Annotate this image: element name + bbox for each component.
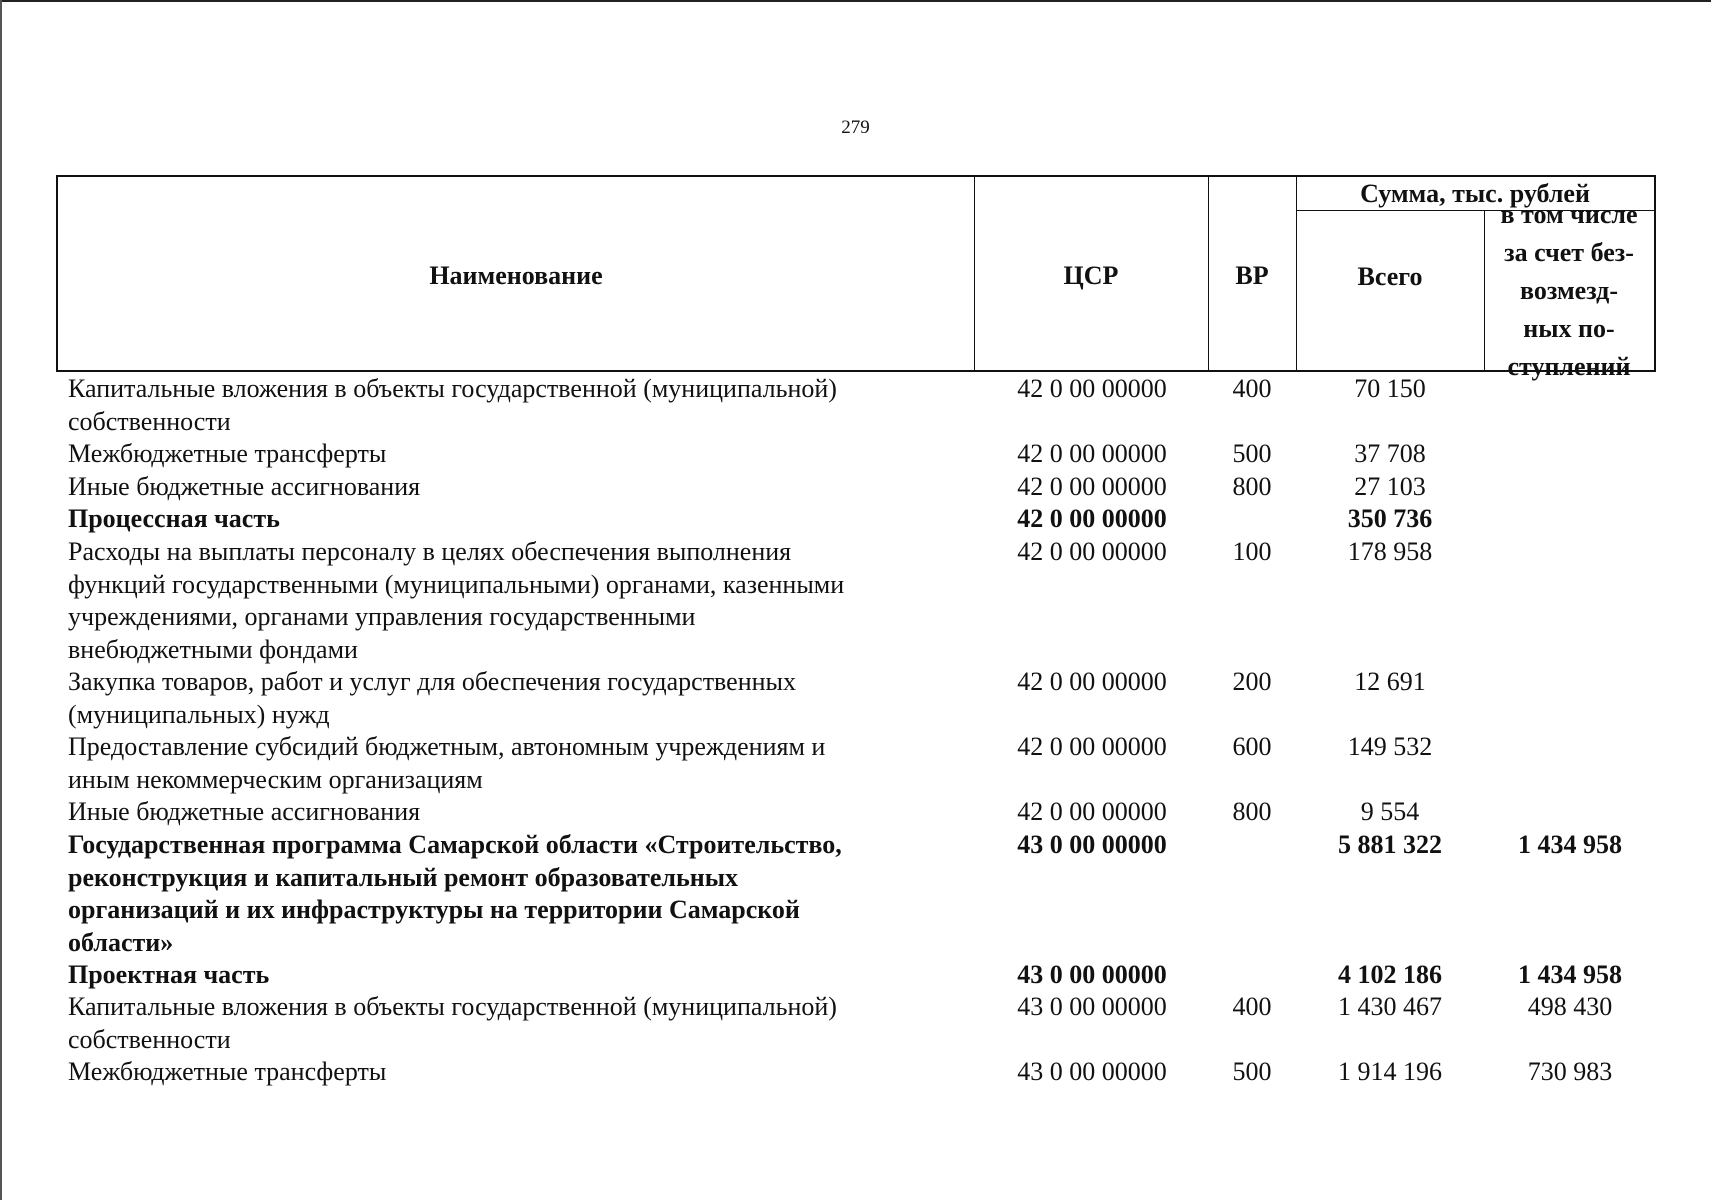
- header-name: Наименование: [429, 260, 603, 290]
- row-csr: 42 0 00 00000: [1017, 374, 1167, 403]
- row-free: 1 434 958: [1518, 830, 1622, 859]
- row-total: 5 881 322: [1338, 830, 1442, 859]
- row-csr: 43 0 00 00000: [1017, 992, 1167, 1021]
- row-csr: 43 0 00 00000: [1017, 830, 1167, 859]
- row-csr: 42 0 00 00000: [1017, 537, 1167, 566]
- row-csr: 42 0 00 00000: [1017, 504, 1167, 533]
- row-name: Капитальные вложения в объекты государственной (муниципальной) собственности: [68, 374, 837, 436]
- row-csr: 43 0 00 00000: [1017, 960, 1167, 989]
- row-vr: 800: [1232, 472, 1272, 501]
- row-csr: 42 0 00 00000: [1017, 439, 1167, 468]
- row-name: Капитальные вложения в объекты государственной (муниципальной) собственности: [68, 992, 837, 1054]
- row-csr: 42 0 00 00000: [1017, 797, 1167, 826]
- row-csr: 42 0 00 00000: [1017, 732, 1167, 761]
- row-free: 730 983: [1527, 1057, 1613, 1086]
- header-total: Всего: [1357, 262, 1423, 291]
- row-csr: 42 0 00 00000: [1017, 667, 1167, 696]
- row-vr: 100: [1232, 537, 1272, 566]
- table-header: [56, 175, 1656, 381]
- row-csr: 43 0 00 00000: [1017, 1057, 1167, 1086]
- header-free-receipts: в том числе за счет без- возмезд- ных по- ступлений: [1500, 200, 1638, 381]
- row-vr: 500: [1232, 1057, 1272, 1086]
- row-vr: 600: [1232, 732, 1272, 761]
- row-name: Проектная часть: [68, 960, 270, 989]
- header-sum-group: Сумма, тыс. рублей: [1360, 178, 1590, 208]
- row-vr: 200: [1232, 667, 1272, 696]
- scan-edge-top: [0, 0, 1711, 2]
- row-total: 1 430 467: [1338, 992, 1442, 1021]
- row-name: Процессная часть: [68, 504, 280, 533]
- row-csr: 42 0 00 00000: [1017, 472, 1167, 501]
- row-total: 12 691: [1354, 667, 1426, 696]
- row-total: 27 103: [1354, 472, 1426, 501]
- row-name: Предоставление субсидий бюджетным, автономным учреждениям и иным некоммерческим организациям: [68, 732, 826, 794]
- row-name: Иные бюджетные ассигнования: [68, 472, 421, 501]
- row-total: 37 708: [1354, 439, 1426, 468]
- row-name: Расходы на выплаты персоналу в целях обеспечения выполнения функций государственными (муниципальными) органами, казенными учреждениями, органами управления государственными внебюджетными фондами: [68, 537, 845, 664]
- row-name: Иные бюджетные ассигнования: [68, 797, 421, 826]
- header-vr: ВР: [1235, 260, 1269, 290]
- row-name: Межбюджетные трансферты: [68, 1057, 387, 1086]
- row-total: 9 554: [1360, 797, 1420, 826]
- row-vr: 800: [1232, 797, 1272, 826]
- row-total: 4 102 186: [1338, 960, 1442, 989]
- row-vr: 500: [1232, 439, 1272, 468]
- row-total: 70 150: [1354, 374, 1426, 403]
- row-total: 178 958: [1347, 537, 1433, 566]
- row-name: Закупка товаров, работ и услуг для обеспечения государственных (муниципальных) нужд: [68, 667, 797, 729]
- row-total: 350 736: [1347, 504, 1433, 533]
- page-number: 279: [841, 117, 870, 138]
- scan-edge-left: [0, 0, 2, 1200]
- row-free: 1 434 958: [1518, 960, 1622, 989]
- row-vr: 400: [1232, 992, 1272, 1021]
- row-total: 149 532: [1347, 732, 1433, 761]
- row-free: 498 430: [1527, 992, 1613, 1021]
- row-vr: 400: [1232, 374, 1272, 403]
- row-total: 1 914 196: [1338, 1057, 1442, 1086]
- row-name: Межбюджетные трансферты: [68, 439, 387, 468]
- row-name: Государственная программа Самарской области «Строительство, реконструкция и капитальный ремонт образовательных организаций и их инфраструктуры на территории Самарской области»: [68, 830, 842, 957]
- header-csr: ЦСР: [1063, 260, 1119, 290]
